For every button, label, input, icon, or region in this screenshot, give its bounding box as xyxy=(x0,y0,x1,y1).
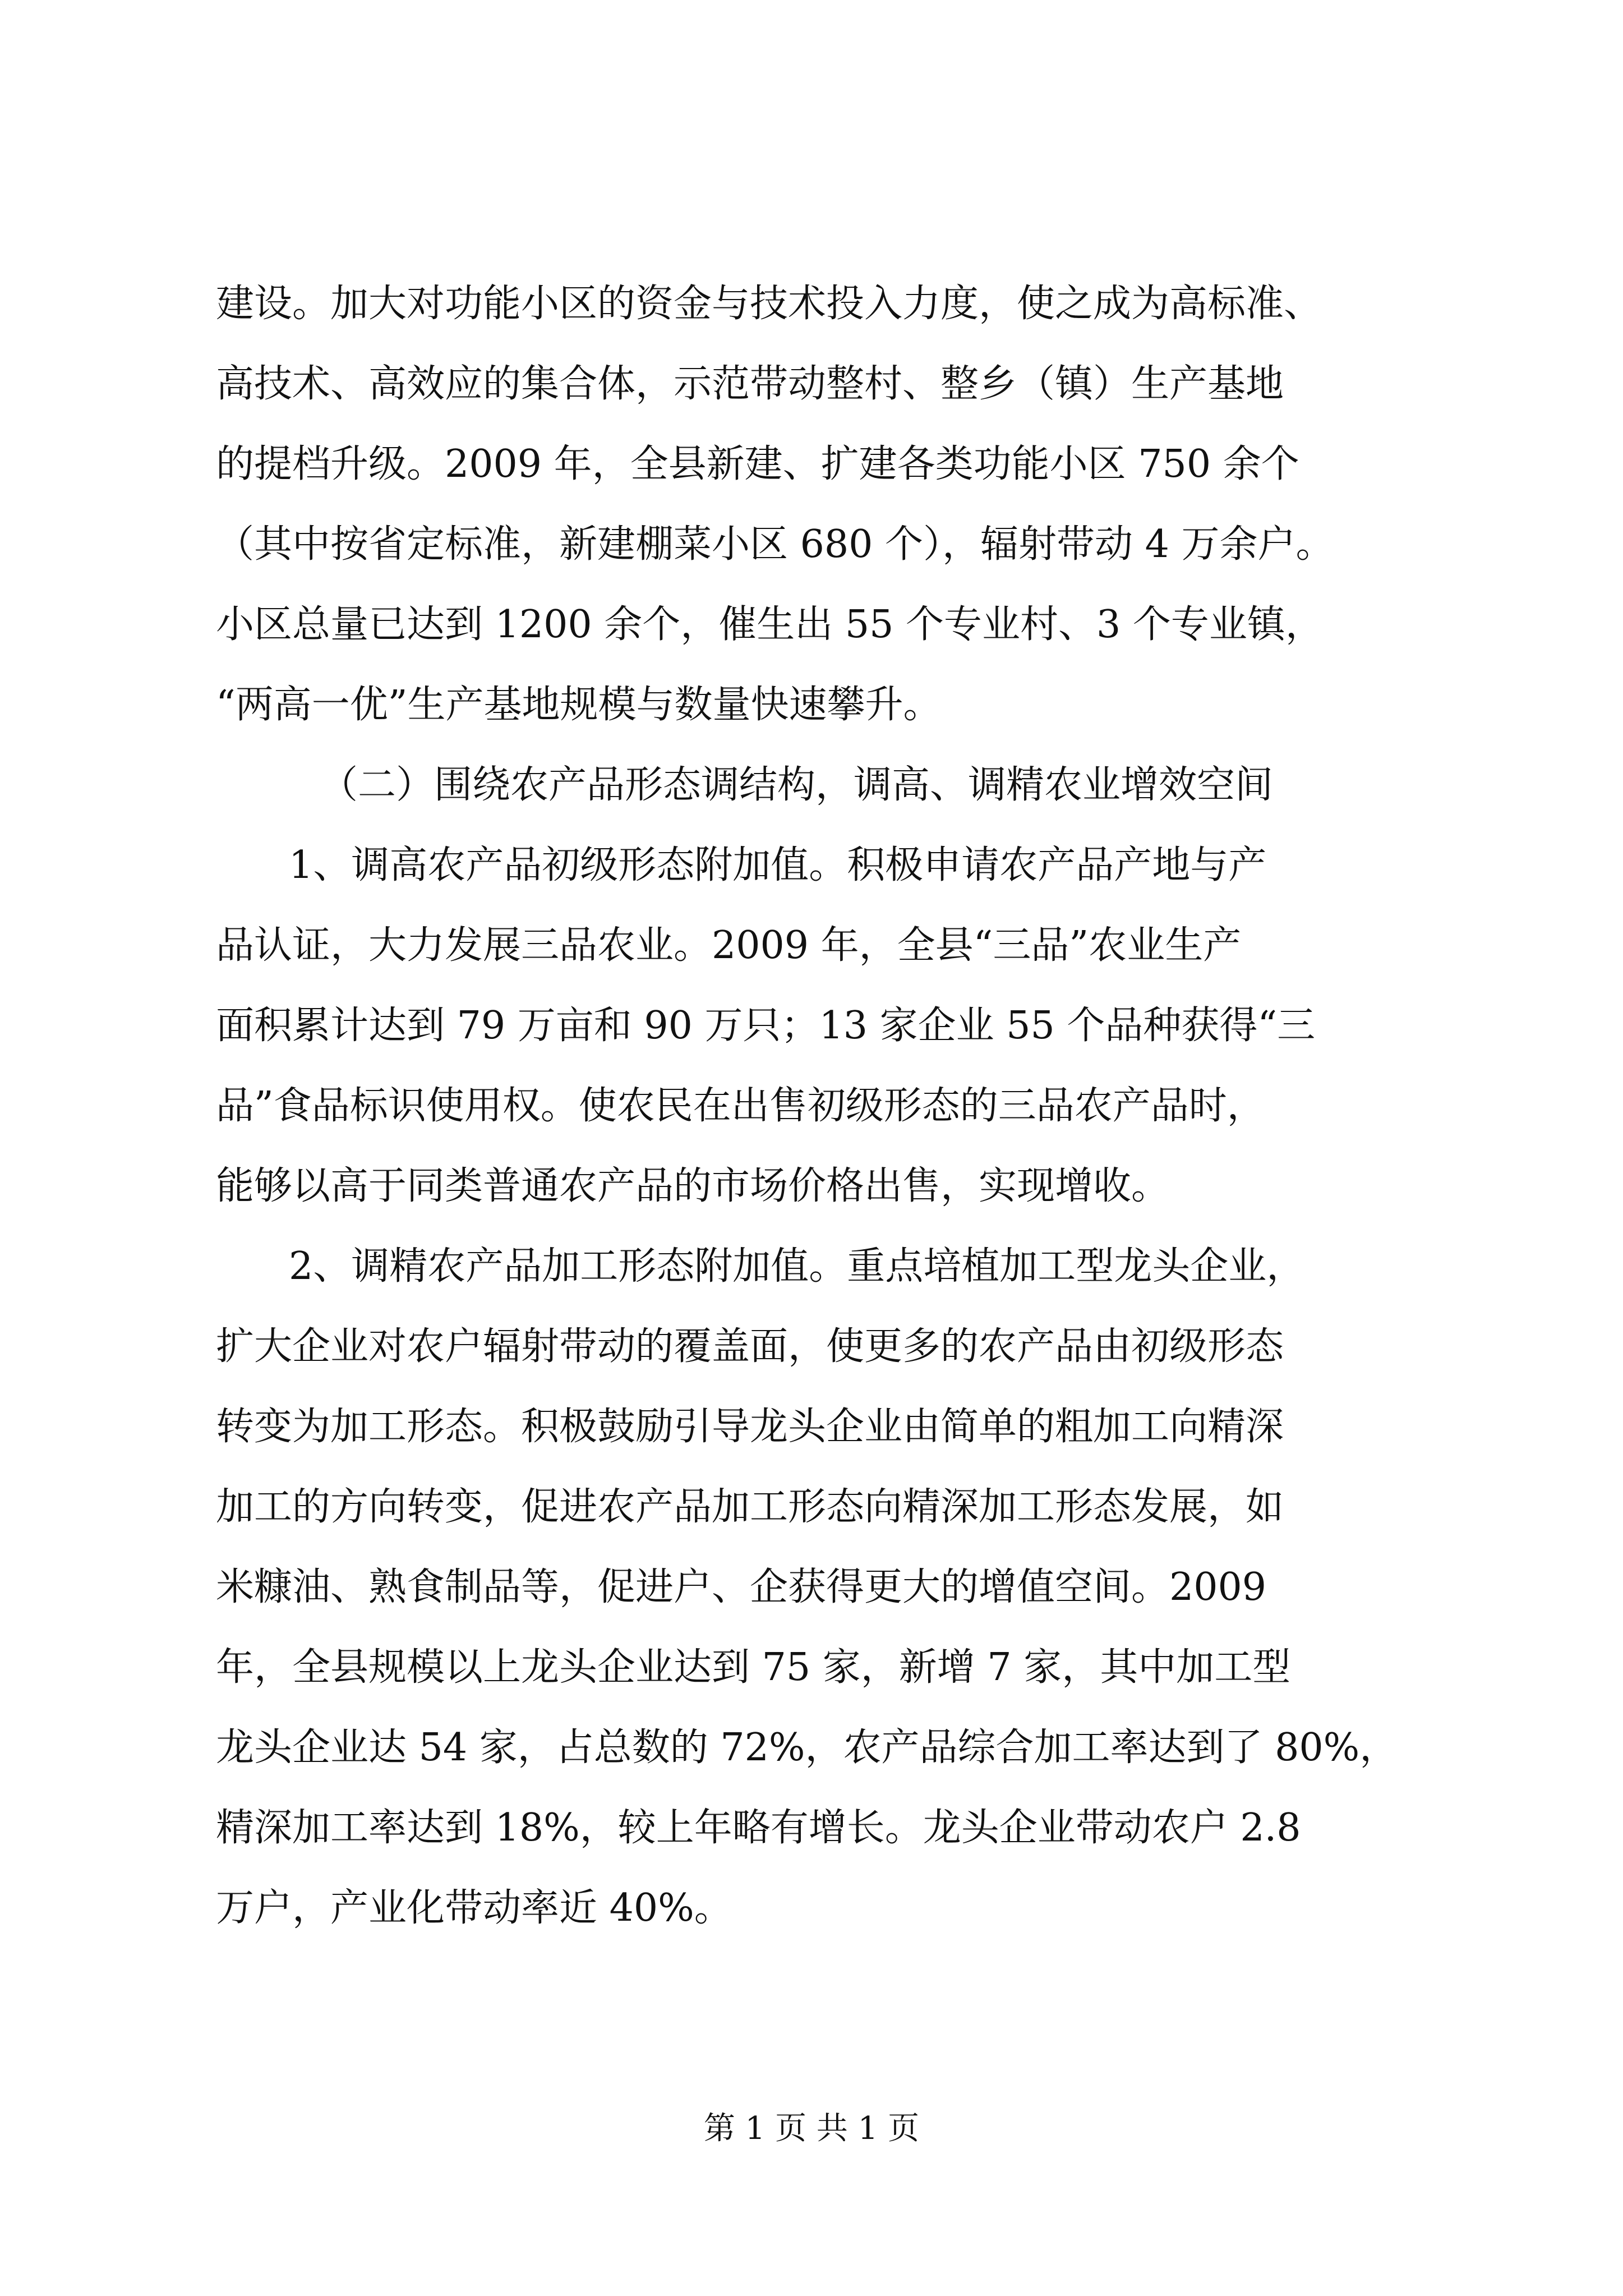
page-footer xyxy=(0,2109,1623,2148)
text-line: 米糠油、熟食制品等，促进户、企获得更大的增值空间。2009 xyxy=(216,1565,1267,1609)
text-line: 品认证，大力发展三品农业。2009 年，全县“三品”农业生产 xyxy=(216,923,1242,968)
text-line: 年，全县规模以上龙头企业达到 75 家，新增 7 家，其中加工型 xyxy=(216,1645,1291,1690)
text-line: 能够以高于同类普通农产品的市场价格出售，实现增收。 xyxy=(216,1164,1170,1208)
text-line: 建设。加大对功能小区的资金与技术投入力度，使之成为高标准、 xyxy=(216,282,1322,326)
text-line: 龙头企业达 54 家，占总数的 72%，农产品综合加工率达到了 80%， xyxy=(216,1726,1398,1770)
text-line: 加工的方向转变，促进农产品加工形态向精深加工形态发展，如 xyxy=(216,1485,1284,1529)
text-line: 精深加工率达到 18%，较上年略有增长。龙头企业带动农户 2.8 xyxy=(216,1806,1301,1850)
text-line: （其中按省定标准，新建棚菜小区 680 个），辐射带动 4 万余户。 xyxy=(216,522,1334,567)
text-line: 高技术、高效应的集合体，示范带动整村、整乡（镇）生产基地 xyxy=(216,362,1284,406)
page-number-label: 第 1 页 共 1 页 xyxy=(703,2110,920,2147)
text-line: 面积累计达到 79 万亩和 90 万只；13 家企业 55 个品种获得“三 xyxy=(216,1004,1316,1048)
document-body xyxy=(216,264,1410,1948)
paragraph-start-line: 2、调精农产品加工形态附加值。重点培植加工型龙头企业， xyxy=(289,1244,1305,1289)
text-line: 转变为加工形态。积极鼓励引导龙头企业由简单的粗加工向精深 xyxy=(216,1405,1284,1449)
text-line: 的提档升级。2009 年，全县新建、扩建各类功能小区 750 余个 xyxy=(216,442,1299,486)
text-line: 万户，产业化带动率近 40%。 xyxy=(216,1886,732,1930)
text-line: “两高一优”生产基地规模与数量快速攀升。 xyxy=(216,683,942,727)
paragraph-start-line: 1、调高农产品初级形态附加值。积极申请农产品产地与产 xyxy=(289,843,1267,887)
section-heading: （二）围绕农产品形态调结构，调高、调精农业增效空间 xyxy=(320,763,1274,807)
text-line: 小区总量已达到 1200 余个，催生出 55 个专业村、3 个专业镇， xyxy=(216,602,1324,647)
text-line: 品”食品标识使用权。使农民在出售初级形态的三品农产品时， xyxy=(216,1084,1265,1128)
text-line: 扩大企业对农户辐射带动的覆盖面，使更多的农产品由初级形态 xyxy=(216,1324,1284,1369)
